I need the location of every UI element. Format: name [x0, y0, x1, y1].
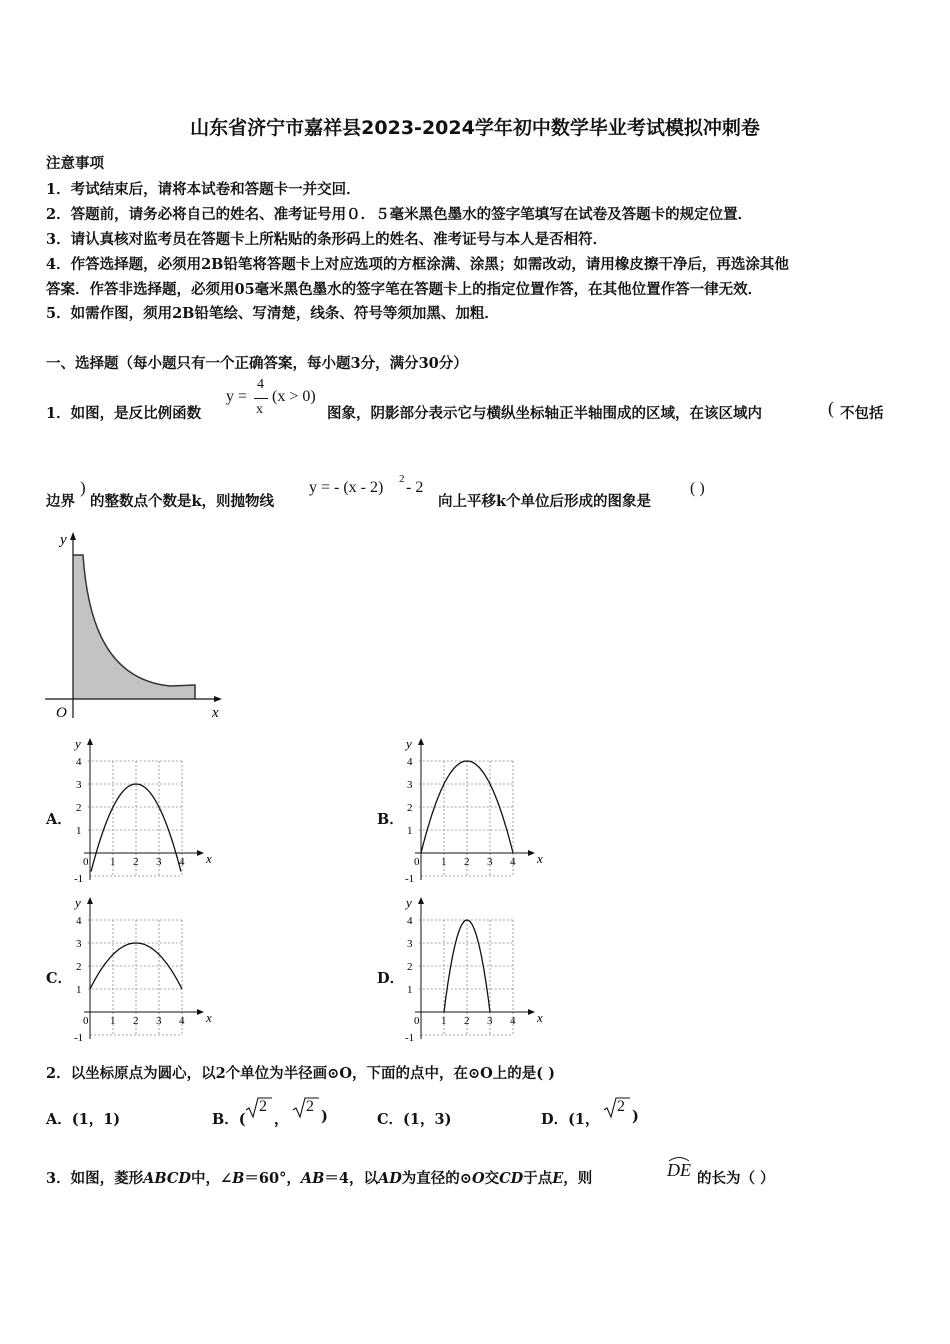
q1-text-5: 的整数点个数是k，则抛物线	[90, 493, 275, 510]
q1-formula-lhs: y =	[226, 388, 248, 405]
q1-text-1: 1．如图，是反比例函数	[46, 405, 202, 422]
q3-stem: 3．如图，菱形ABCD中，∠B＝60°，AB＝4，以AD为直径的⊙O交CD于点E，则	[46, 1170, 593, 1187]
q1-text-6: 向上平移k个单位后形成的图象是	[438, 493, 652, 510]
q2-stem: 2．以坐标原点为圆心，以2个单位为半径画⊙O，下面的点中，在⊙O上的是( )	[46, 1065, 556, 1082]
y-tick-label: 1	[407, 984, 413, 996]
q1-formula-2-exponent: 2	[399, 473, 405, 485]
q2-option-b-suffix: )	[321, 1108, 328, 1125]
y-tick-label: 2	[407, 802, 413, 814]
y-tick-label: 1	[76, 825, 82, 837]
q1-formula-numerator: 4	[257, 377, 264, 392]
notice-item: 4．作答选择题，必须用2B铅笔将答题卡上对应选项的方框涂满、涂黑；如需改动，请用橡皮擦干净后，再选涂其他	[46, 256, 789, 273]
option-c-label[interactable]: C．	[46, 970, 73, 987]
y-tick-label: 2	[76, 961, 82, 973]
x-tick-label: 0	[83, 856, 89, 868]
option-c-graph[interactable]	[70, 895, 215, 1043]
q1-text-2: 图象，阴影部分表示它与横纵坐标轴正半轴围成的区域，在该区域内	[327, 405, 762, 422]
q3-text-end: 的长为（ ）	[697, 1170, 775, 1187]
q2-option-b-radicand-1: 2	[259, 1098, 267, 1115]
section-heading: 一、选择题（每小题只有一个正确答案，每小题3分，满分30分）	[46, 355, 468, 372]
x-tick-label: 2	[464, 856, 470, 868]
x-tick-label: 4	[179, 1015, 185, 1027]
x-tick-label: 2	[133, 1015, 139, 1027]
option-b-graph[interactable]	[401, 736, 546, 884]
q1-formula-2-tail: - 2	[406, 479, 424, 496]
x-axis-arrow	[528, 1009, 535, 1015]
x-tick-label: 0	[414, 1015, 420, 1027]
y-tick-label: 1	[407, 825, 413, 837]
fraction-bar	[254, 398, 268, 399]
notice-item: 2．答题前，请务必将自己的姓名、准考证号用０．５毫米黑色墨水的签字笔填写在试卷及答题卡的规定位置．	[46, 206, 753, 223]
x-tick-label: 2	[133, 856, 139, 868]
notice-item: 1．考试结束后，请将本试卷和答题卡一并交回．	[46, 181, 361, 198]
y-tick-label-negative: -1	[405, 873, 415, 884]
y-axis-arrow	[70, 532, 76, 540]
q2-option-d-suffix: )	[632, 1108, 639, 1125]
option-d-graph[interactable]	[401, 895, 546, 1043]
x-tick-label: 3	[487, 1015, 493, 1027]
q1-paren-open: (	[828, 398, 834, 418]
page-title: 山东省济宁市嘉祥县2023-2024学年初中数学毕业考试模拟冲刺卷	[190, 117, 760, 139]
y-tick-label: 4	[76, 915, 82, 927]
x-tick-label: 1	[441, 1015, 447, 1027]
q2-option-d-radicand: 2	[617, 1098, 625, 1115]
x-axis-arrow	[197, 850, 204, 856]
q1-formula-2: y = - (x - 2)	[309, 479, 384, 496]
x-axis-label: x	[537, 851, 543, 866]
q2-option-b-comma: ，	[274, 1111, 289, 1128]
x-axis-label: x	[206, 851, 212, 866]
y-axis-label: y	[406, 895, 412, 910]
origin-label: O	[56, 705, 67, 721]
x-axis-arrow	[214, 696, 222, 702]
q1-paren-close: )	[80, 478, 86, 497]
y-tick-label: 3	[407, 938, 413, 950]
x-axis-label: x	[206, 1010, 212, 1025]
shaded-region	[73, 555, 195, 699]
q1-formula-condition: (x > 0)	[272, 388, 316, 405]
y-axis-label: y	[406, 736, 412, 751]
x-axis-label: x	[212, 705, 219, 721]
x-tick-label: 3	[156, 1015, 162, 1027]
x-tick-label: 0	[414, 856, 420, 868]
x-tick-label: 4	[510, 856, 516, 868]
answer-parentheses: ( )	[690, 480, 705, 497]
y-axis-arrow	[87, 738, 93, 745]
x-tick-label: 0	[83, 1015, 89, 1027]
q1-text-3: 不包括	[840, 405, 884, 422]
q1-text-4: 边界	[46, 493, 75, 510]
x-tick-label: 1	[110, 1015, 116, 1027]
y-axis-arrow	[87, 897, 93, 904]
y-tick-label: 3	[407, 779, 413, 791]
y-tick-label-negative: -1	[74, 1032, 84, 1043]
notice-heading: 注意事项	[46, 155, 104, 172]
x-axis-label: x	[537, 1010, 543, 1025]
option-a-graph[interactable]	[70, 736, 215, 884]
arc-symbol	[667, 1154, 691, 1162]
y-axis-arrow	[418, 738, 424, 745]
q2-option-a[interactable]: A．(1，1)	[46, 1111, 121, 1128]
x-tick-label: 1	[441, 856, 447, 868]
y-tick-label-negative: -1	[74, 873, 84, 884]
y-tick-label: 4	[407, 756, 413, 768]
q1-figure	[40, 528, 230, 723]
q3-arc-label: DE	[667, 1160, 691, 1180]
q1-formula-denominator: x	[256, 402, 263, 417]
y-tick-label: 3	[76, 938, 82, 950]
q2-option-b-radicand-2: 2	[306, 1098, 314, 1115]
notice-item: 5．如需作图，须用2B铅笔绘、写清楚，线条、符号等须加黑、加粗．	[46, 305, 499, 322]
y-tick-label: 2	[407, 961, 413, 973]
notice-item: 3．请认真核对监考员在答题卡上所粘贴的条形码上的姓名、准考证号与本人是否相符．	[46, 231, 608, 248]
y-tick-label-negative: -1	[405, 1032, 415, 1043]
x-tick-label: 2	[464, 1015, 470, 1027]
y-axis-label: y	[75, 895, 81, 910]
q2-option-c[interactable]: C．(1，3)	[377, 1111, 452, 1128]
x-tick-label: 1	[110, 856, 116, 868]
y-tick-label: 1	[76, 984, 82, 996]
x-axis-arrow	[197, 1009, 204, 1015]
x-tick-label: 4	[510, 1015, 516, 1027]
option-d-label[interactable]: D．	[377, 970, 405, 987]
y-axis-arrow	[418, 897, 424, 904]
x-tick-label: 3	[487, 856, 493, 868]
notice-item: 答案．作答非选择题，必须用05毫米黑色墨水的签字笔在答题卡上的指定位置作答，在其他位置作答一律无效．	[46, 281, 763, 298]
y-tick-label: 2	[76, 802, 82, 814]
y-axis-label: y	[75, 736, 81, 751]
x-tick-label: 3	[156, 856, 162, 868]
x-axis-arrow	[528, 850, 535, 856]
y-tick-label: 3	[76, 779, 82, 791]
y-tick-label: 4	[407, 915, 413, 927]
option-b-label[interactable]: B．	[377, 811, 404, 828]
y-tick-label: 4	[76, 756, 82, 768]
y-axis-label: y	[60, 532, 67, 548]
option-a-label[interactable]: A．	[46, 811, 72, 828]
x-tick-label: 4	[179, 856, 185, 868]
q2-option-d-prefix[interactable]: D．(1，	[541, 1111, 600, 1128]
q2-option-b-prefix[interactable]: B．(	[212, 1111, 246, 1128]
